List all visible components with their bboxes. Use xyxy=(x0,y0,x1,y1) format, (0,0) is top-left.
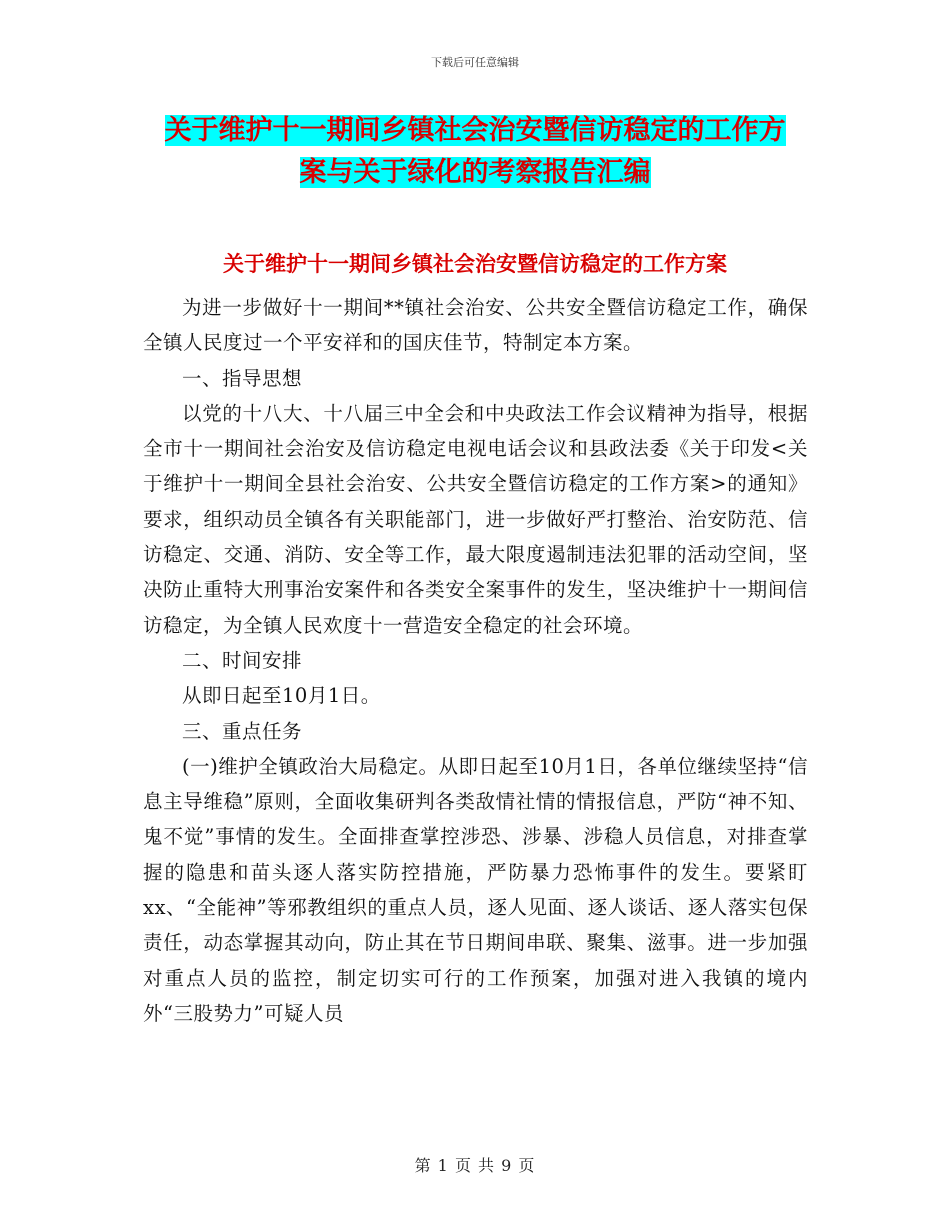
heading-time-arrangement: 二、时间安排 xyxy=(182,648,303,672)
paragraph-intro: 为进一步做好十一期间**镇社会治安、公共安全暨信访稳定工作，确保全镇人民度过一个平安祥和的国庆佳节，特制定本方案。 xyxy=(143,296,808,355)
section-title: 关于维护十一期间乡镇社会治安暨信访稳定的工作方案 xyxy=(223,251,727,276)
main-title-line-1: 关于维护十一期间乡镇社会治安暨信访稳定的工作方 xyxy=(164,115,786,146)
heading-guiding-ideology: 一、指导思想 xyxy=(182,366,303,390)
heading-key-tasks: 三、重点任务 xyxy=(182,719,303,743)
header-note: 下载后可任意编辑 xyxy=(431,56,519,69)
paragraph-key-task-1: (一)维护全镇政治大局稳定。从即日起至10月1日，各单位继续坚持“信息主导维稳”原则，全面收集研判各类敌情社情的情报信息，严防“神不知、鬼不觉”事情的发生。全面排查掌控涉恐、涉暴、涉稳人员信息，对排查掌握的隐患和苗头逐人落实防控措施，严防暴力恐怖事件的发生。要紧盯xx、“全能神”等邪教组织的重点人员，逐人见面、逐人谈话、逐人落实包保责任，动态掌握其动向，防止其在节日期间串联、聚集、滋事。进一步加强对重点人员的监控，制定切实可行的工作预案，加强对进入我镇的境内外“三股势力”可疑人员 xyxy=(143,754,808,1025)
main-title xyxy=(140,110,810,194)
main-title-line-2: 案与关于绿化的考察报告汇编 xyxy=(299,157,651,188)
paragraph-time-arrangement: 从即日起至10月1日。 xyxy=(182,684,381,708)
body-text xyxy=(143,290,808,1031)
page-footer: 第 1 页 共 9 页 xyxy=(414,1156,536,1175)
paragraph-guiding-ideology: 以党的十八大、十八届三中全会和中央政法工作会议精神为指导，根据全市十一期间社会治安及信访稳定电视电话会议和县政法委《关于印发<关于维护十一期间全县社会治安、公共安全暨信访稳定的工作方案>的通知》要求，组织动员全镇各有关职能部门，进一步做好严打整治、治安防范、信访稳定、交通、消防、安全等工作，最大限度遏制违法犯罪的活动空间，坚决防止重特大刑事治安案件和各类安全案事件的发生，坚决维护十一期间信访稳定，为全镇人民欢度十一营造安全稳定的社会环境。 xyxy=(143,401,808,637)
